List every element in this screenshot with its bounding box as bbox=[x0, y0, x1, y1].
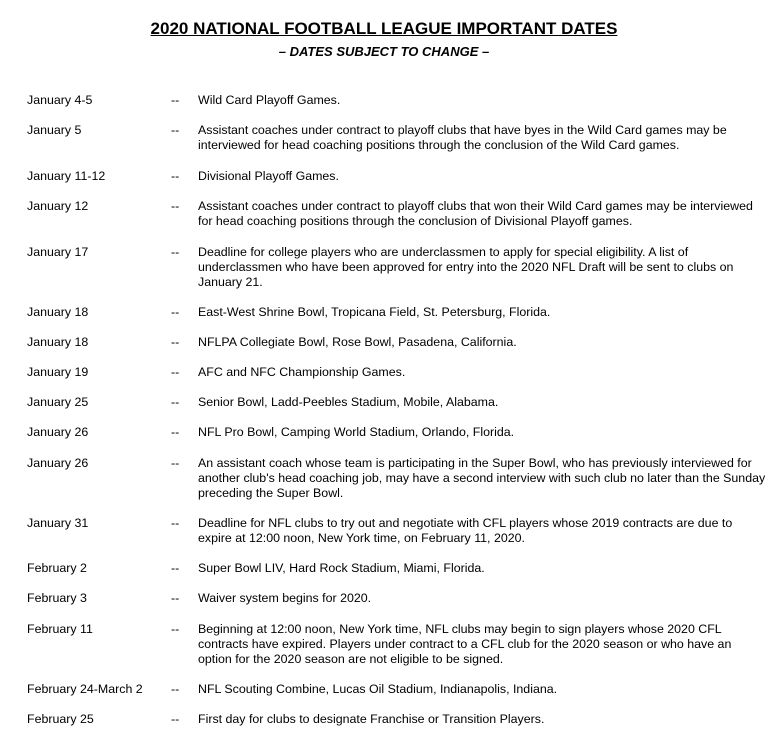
entry-separator: -- bbox=[171, 305, 180, 319]
entry-description: Deadline for college players who are underclassmen to apply for special eligibility. A list of underclassmen who have been approved for entry into the 2020 NFL Draft will be sent to clubs on January 21. bbox=[198, 245, 734, 289]
date-entry bbox=[0, 245, 768, 290]
entry-separator: -- bbox=[171, 335, 180, 349]
entry-separator: -- bbox=[171, 622, 180, 636]
page-title bbox=[0, 19, 768, 39]
entry-date: January 19 bbox=[27, 365, 89, 379]
date-entry bbox=[0, 365, 768, 380]
entry-separator: -- bbox=[171, 93, 180, 107]
entry-date: January 26 bbox=[27, 425, 89, 439]
entry-description: East-West Shrine Bowl, Tropicana Field, St. Petersburg, Florida. bbox=[198, 305, 551, 319]
date-entry bbox=[0, 305, 768, 320]
entry-description: Deadline for NFL clubs to try out and negotiate with CFL players whose 2019 contracts are due to expire at 12:00 noon, New York time, on February 11, 2020. bbox=[198, 516, 733, 545]
entry-date: January 4-5 bbox=[27, 93, 93, 107]
entry-separator: -- bbox=[171, 456, 180, 470]
entry-date: January 12 bbox=[27, 199, 89, 213]
date-entry bbox=[0, 199, 768, 229]
entry-description: Senior Bowl, Ladd-Peebles Stadium, Mobile, Alabama. bbox=[198, 395, 499, 409]
entry-description: Assistant coaches under contract to playoff clubs that won their Wild Card games may be interviewed for head coaching positions through the conclusion of Divisional Playoff games. bbox=[198, 199, 753, 228]
entry-description: First day for clubs to designate Franchise or Transition Players. bbox=[198, 712, 545, 726]
entry-description: NFLPA Collegiate Bowl, Rose Bowl, Pasadena, California. bbox=[198, 335, 517, 349]
date-entry bbox=[0, 123, 768, 153]
entry-separator: -- bbox=[171, 169, 180, 183]
dates-list bbox=[0, 93, 768, 727]
entry-description: Divisional Playoff Games. bbox=[198, 169, 339, 183]
entry-separator: -- bbox=[171, 425, 180, 439]
date-entry bbox=[0, 622, 768, 667]
date-entry bbox=[0, 425, 768, 440]
entry-description: Beginning at 12:00 noon, New York time, NFL clubs may begin to sign players whose 2020 CFL contracts have expired. Players under contract to a CFL club for the 2020 season or who have an option for the 2020 season are not eligible to be signed. bbox=[198, 622, 732, 666]
entry-date: January 18 bbox=[27, 335, 89, 349]
entry-description: Super Bowl LIV, Hard Rock Stadium, Miami, Florida. bbox=[198, 561, 485, 575]
entry-separator: -- bbox=[171, 199, 180, 213]
date-entry bbox=[0, 516, 768, 546]
entry-description: NFL Pro Bowl, Camping World Stadium, Orlando, Florida. bbox=[198, 425, 515, 439]
date-entry bbox=[0, 169, 768, 184]
page-subtitle: – DATES SUBJECT TO CHANGE – bbox=[278, 44, 490, 59]
entry-separator: -- bbox=[171, 395, 180, 409]
entry-separator: -- bbox=[171, 561, 180, 575]
entry-separator: -- bbox=[171, 365, 180, 379]
entry-date: January 26 bbox=[27, 456, 89, 470]
entry-separator: -- bbox=[171, 591, 180, 605]
date-entry bbox=[0, 395, 768, 410]
date-entry bbox=[0, 93, 768, 108]
entry-separator: -- bbox=[171, 123, 180, 137]
entry-description: NFL Scouting Combine, Lucas Oil Stadium, Indianapolis, Indiana. bbox=[198, 682, 558, 696]
date-entry bbox=[0, 456, 768, 501]
entry-separator: -- bbox=[171, 682, 180, 696]
entry-date: January 31 bbox=[27, 516, 89, 530]
date-entry bbox=[0, 591, 768, 606]
date-entry bbox=[0, 682, 768, 697]
entry-date: February 24-March 2 bbox=[27, 682, 143, 696]
entry-description: An assistant coach whose team is participating in the Super Bowl, who has previously interviewed for another club's head coaching job, may have a second interview with such club no later than the Sunday preceding the Super Bowl. bbox=[198, 456, 766, 500]
page-title-text: 2020 NATIONAL FOOTBALL LEAGUE IMPORTANT DATES bbox=[150, 19, 618, 38]
entry-date: January 18 bbox=[27, 305, 89, 319]
entry-description: Wild Card Playoff Games. bbox=[198, 93, 341, 107]
entry-separator: -- bbox=[171, 516, 180, 530]
entry-date: January 5 bbox=[27, 123, 82, 137]
entry-description: Waiver system begins for 2020. bbox=[198, 591, 372, 605]
entry-date: January 25 bbox=[27, 395, 89, 409]
entry-date: February 11 bbox=[27, 622, 93, 636]
entry-description: AFC and NFC Championship Games. bbox=[198, 365, 406, 379]
entry-date: February 25 bbox=[27, 712, 94, 726]
entry-date: February 2 bbox=[27, 561, 87, 575]
entry-separator: -- bbox=[171, 245, 180, 259]
date-entry bbox=[0, 712, 768, 727]
entry-date: January 11-12 bbox=[27, 169, 106, 183]
entry-date: January 17 bbox=[27, 245, 89, 259]
entry-separator: -- bbox=[171, 712, 180, 726]
entry-date: February 3 bbox=[27, 591, 87, 605]
date-entry bbox=[0, 561, 768, 576]
entry-description: Assistant coaches under contract to playoff clubs that have byes in the Wild Card games may be interviewed for head coaching positions through the conclusion of the Wild Card games. bbox=[198, 123, 727, 152]
date-entry bbox=[0, 335, 768, 350]
